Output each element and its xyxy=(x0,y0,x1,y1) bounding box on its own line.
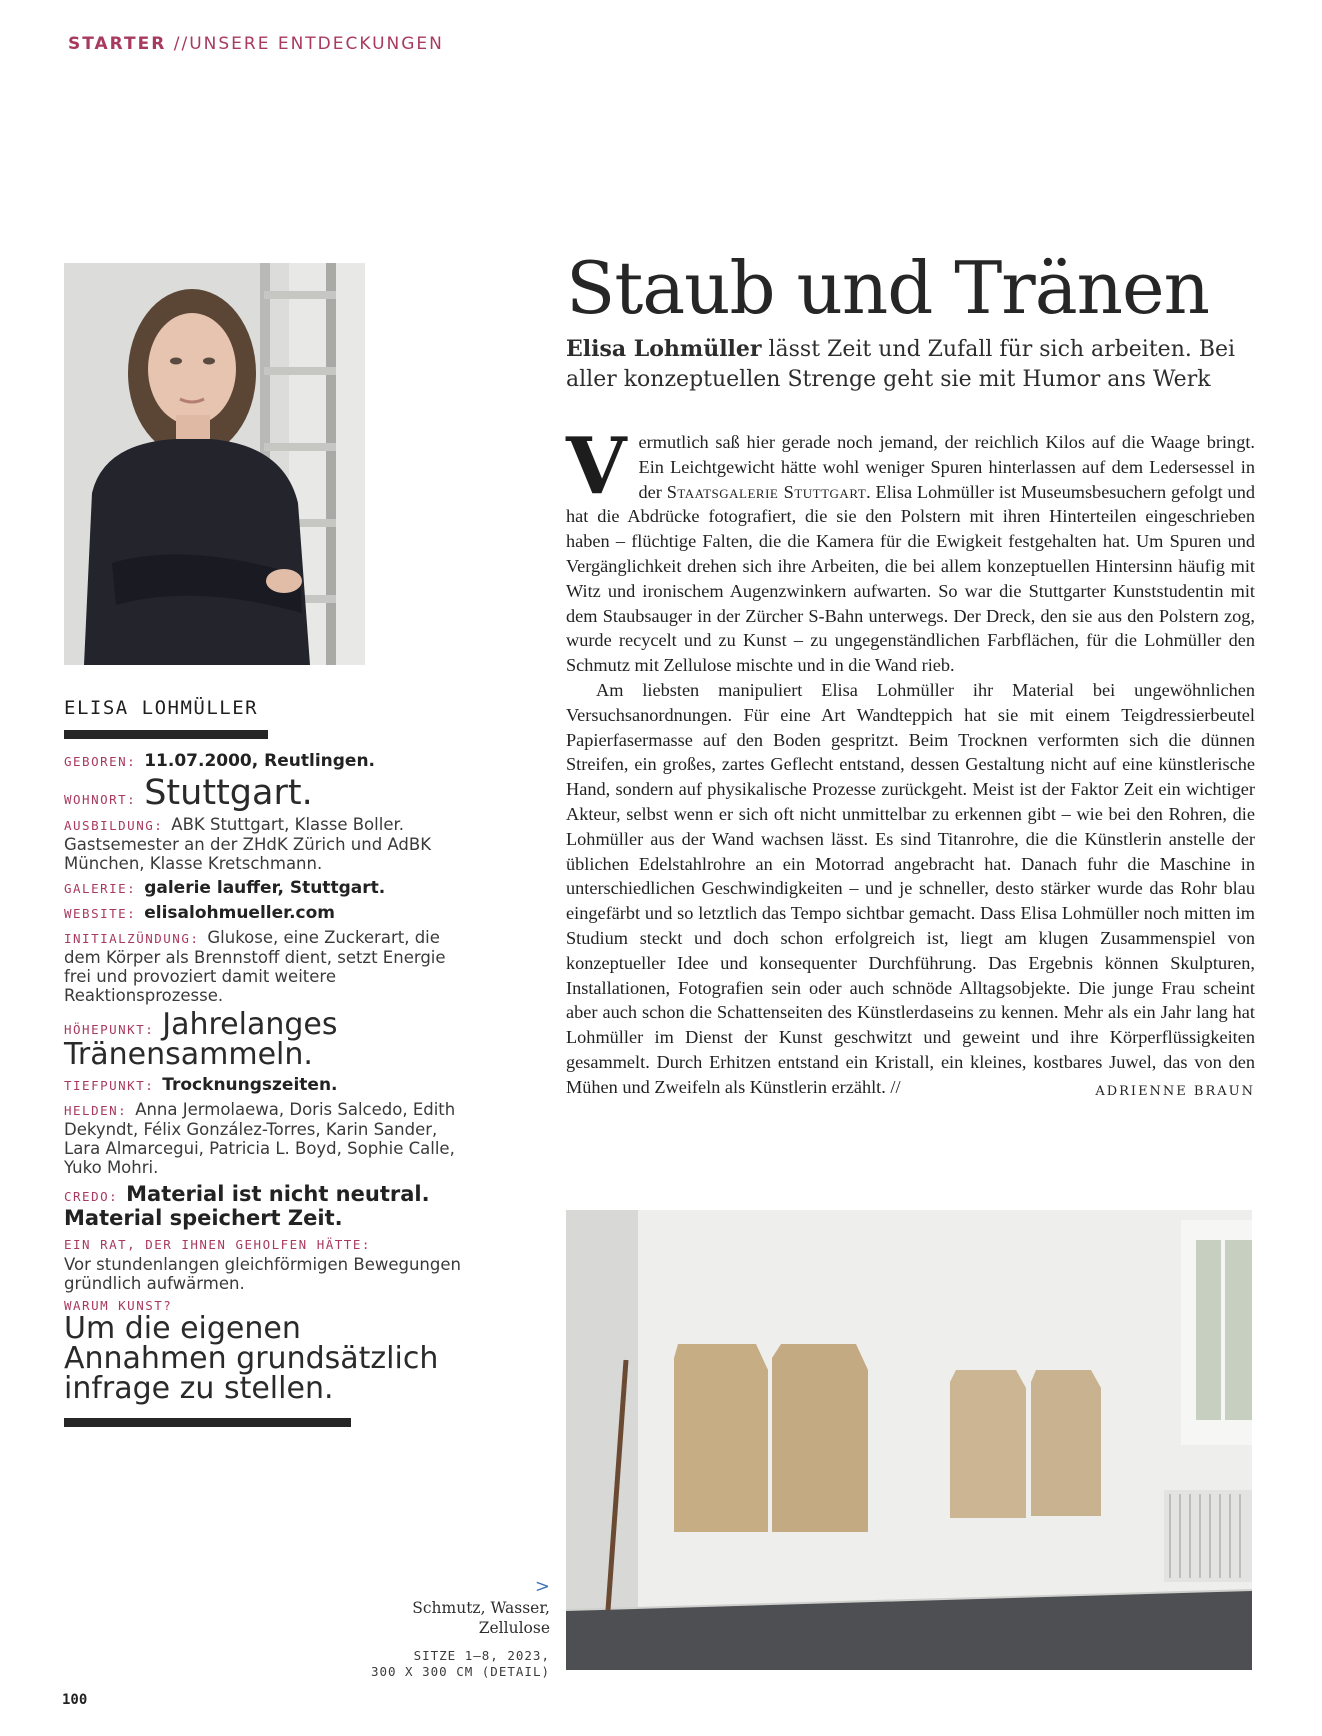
residence-label: WOHNORT: xyxy=(64,792,137,807)
why-label: WARUM KUNST? xyxy=(64,1298,173,1313)
gallery-label: GALERIE: xyxy=(64,881,137,896)
why-value: Um die eigenen Annahmen grundsätzlich infrage zu stellen. xyxy=(64,1311,439,1406)
credo-value: Material ist nicht neutral. Material speichert Zeit. xyxy=(64,1182,430,1230)
dek-artist-name: Elisa Lohmüller xyxy=(566,336,762,362)
profile-bottom-divider xyxy=(64,1418,351,1427)
highlight-value: Jahrelanges Tränensammeln. xyxy=(64,1007,338,1072)
artwork-photo xyxy=(566,1210,1252,1670)
fact-highlight xyxy=(64,1007,464,1072)
paragraph-2 xyxy=(566,678,1255,1100)
heroes-label: HELDEN: xyxy=(64,1103,128,1118)
article-headline: Staub und Tränen xyxy=(566,246,1209,330)
caption-arrow-icon: > xyxy=(534,1576,550,1597)
fact-ignition xyxy=(64,928,464,1005)
author-byline: ADRIENNE BRAUN xyxy=(1095,1083,1255,1099)
section-separator: // xyxy=(173,34,190,54)
ignition-label: INITIALZÜNDUNG: xyxy=(64,931,200,946)
caption-line-2: 300 X 300 CM (DETAIL) xyxy=(370,1664,550,1679)
section-label: STARTER xyxy=(68,34,167,54)
website-label: WEBSITE: xyxy=(64,906,137,921)
p1-part-a: ermutlich saß hier gerade noch jemand, der reichlich Kilos auf die Waage bringt. Ein Leichtgewicht hätte wohl weniger Spuren hinterlassen auf dem Ledersessel in der xyxy=(638,432,1255,502)
p1-part-b: . Elisa Lohmüller ist Museumsbesuchern gefolgt und hat die Abdrücke fotografiert, die sie den Polstern mit ihren Hinterteilen eingeschrieben haben – flüchtige Falten, die die Kamera für die Ewigkeit festgehalten hat. Um Spuren und Vergänglichkeit drehen sich ihre Arbeiten, die bei allem konzeptuellen Hintersinn häufig mit Witz und ironischem Augenzwinkern aufwarten. So war die Stuttgarter Kunststudentin mit dem Staubsauger in der Zürcher S-Bahn unterwegs. Der Dreck, den sie aus den Polstern zog, wurde recycelt und zu Kunst – zu ungegenständlichen Farbflächen, für die Lohmüller den Schmutz mit Zellulose mischte und in die Wand rieb. xyxy=(566,481,1255,676)
highlight-label: HÖHEPUNKT: xyxy=(64,1022,155,1037)
lowpoint-label: TIEFPUNKT: xyxy=(64,1078,155,1093)
article-body xyxy=(566,421,1255,1105)
advice-label: EIN RAT, DER IHNEN GEHOLFEN HÄTTE: xyxy=(64,1237,371,1252)
dek-text: lässt Zeit und Zufall für sich arbeiten. Bei aller konzeptuellen Strenge geht sie mit Humor ans Werk xyxy=(566,337,1236,392)
name-divider xyxy=(64,730,268,739)
article-dek xyxy=(566,334,1256,395)
ignition-value: Glukose, eine Zuckerart, die dem Körper als Brennstoff dient, setzt Energie frei und provoziert damit weitere Reaktionsprozesse. xyxy=(64,928,446,1005)
fact-born xyxy=(64,751,464,771)
fact-education xyxy=(64,815,464,873)
artwork-caption xyxy=(340,1578,550,1680)
fact-heroes xyxy=(64,1100,464,1177)
residence-value: Stuttgart. xyxy=(144,773,313,813)
artist-profile xyxy=(64,697,464,1427)
fact-website xyxy=(64,903,464,923)
education-value: ABK Stuttgart, Klasse Boller. Gastsemester an der ZHdK Zürich und AdBK München, Klasse Kretschmann. xyxy=(64,815,432,873)
fact-residence xyxy=(64,773,464,813)
paragraph-1 xyxy=(566,421,1255,678)
artist-portrait xyxy=(64,263,365,665)
fact-why-art xyxy=(64,1298,464,1404)
subsection-label: UNSERE ENTDECKUNGEN xyxy=(189,34,444,54)
heroes-value: Anna Jermolaewa, Doris Salcedo, Edith Dekyndt, Félix González-Torres, Karin Sander, Lara Almarcegui, Patricia L. Boyd, Sophie Calle, Yuko Mohri. xyxy=(64,1100,456,1177)
fact-credo xyxy=(64,1182,464,1230)
page-number: 100 xyxy=(62,1692,88,1708)
fact-gallery xyxy=(64,878,464,898)
caption-details xyxy=(340,1648,550,1680)
caption-title: Schmutz, Wasser, Zellulose xyxy=(412,1599,550,1637)
born-label: GEBOREN: xyxy=(64,754,137,769)
profile-name: ELISA LOHMÜLLER xyxy=(64,697,259,719)
fact-advice xyxy=(64,1235,464,1293)
website-value: elisalohmueller.com xyxy=(144,903,336,923)
credo-label: CREDO: xyxy=(64,1189,119,1204)
p2-text: Am liebsten manipuliert Elisa Lohmüller ihr Material bei ungewöhnlichen Versuchsanordnungen. Für eine Art Wandteppich hat sie mit einem Teigdressierbeutel Papierfasermasse auf den Boden gespritzt. Beim Trocknen verformten sich die dünnen Streifen, ein großes, zartes Geflecht entstand, dessen Gestaltung nicht auf eine künstlerische Hand, sondern auf physikalische Prozesse zurückgeht. Meist ist der Faktor Zeit ein wichtiger Akteur, selbst wenn er sich oft nicht unmittelbar zu erkennen gibt – wie bei den Rohren, die Lohmüller aus der Wand wachsen lässt. Es sind Titanrohre, die die Künstlerin anstelle der üblichen Edelstahlrohre an ein Motorrad angebracht hat. Danach fuhr die Maschine in unterschiedlichen Geschwindigkeiten – und je schneller, desto stärker wurde das Rohr blau eingefärbt und so letztlich das Tempo sichtbar gemacht. Dass Elisa Lohmüller noch mitten im Studium steckt und doch schon erfolgreich ist, liegt am klugen Zusammenspiel von konzeptueller Idee und konsequenter Durchführung. Das Ergebnis können Skulpturen, Installationen, Fotografien sein oder auch schnöde Alltagsobjekte. Die junge Frau scheint aber auch schon die Schattenseiten des Künstlerdaseins zu kennen. Mehr als ein Jahr lang hat Lohmüller im Dienst der Kunst geschwitzt und geweint und ihre Körperflüssigkeiten gesammelt. Durch Erhitzen entstand ein Kristall, ein kleines, kostbares Juwel, das von den Mühen und Zweifeln als Künstlerin erzählt. // xyxy=(566,679,1255,1097)
born-value: 11.07.2000, Reutlingen. xyxy=(144,751,376,771)
caption-line-1: SITZE 1–8, 2023, xyxy=(413,1648,550,1663)
advice-value: Vor stundenlangen gleichförmigen Bewegungen gründlich aufwärmen. xyxy=(64,1255,461,1293)
p1-institution: Staatsgalerie Stuttgart xyxy=(666,481,867,502)
section-kicker xyxy=(68,34,444,54)
fact-lowpoint xyxy=(64,1075,464,1095)
education-label: AUSBILDUNG: xyxy=(64,818,164,833)
gallery-value: galerie lauffer, Stuttgart. xyxy=(144,878,386,898)
lowpoint-value: Trocknungszeiten. xyxy=(162,1075,338,1095)
drop-cap: V xyxy=(566,421,627,512)
